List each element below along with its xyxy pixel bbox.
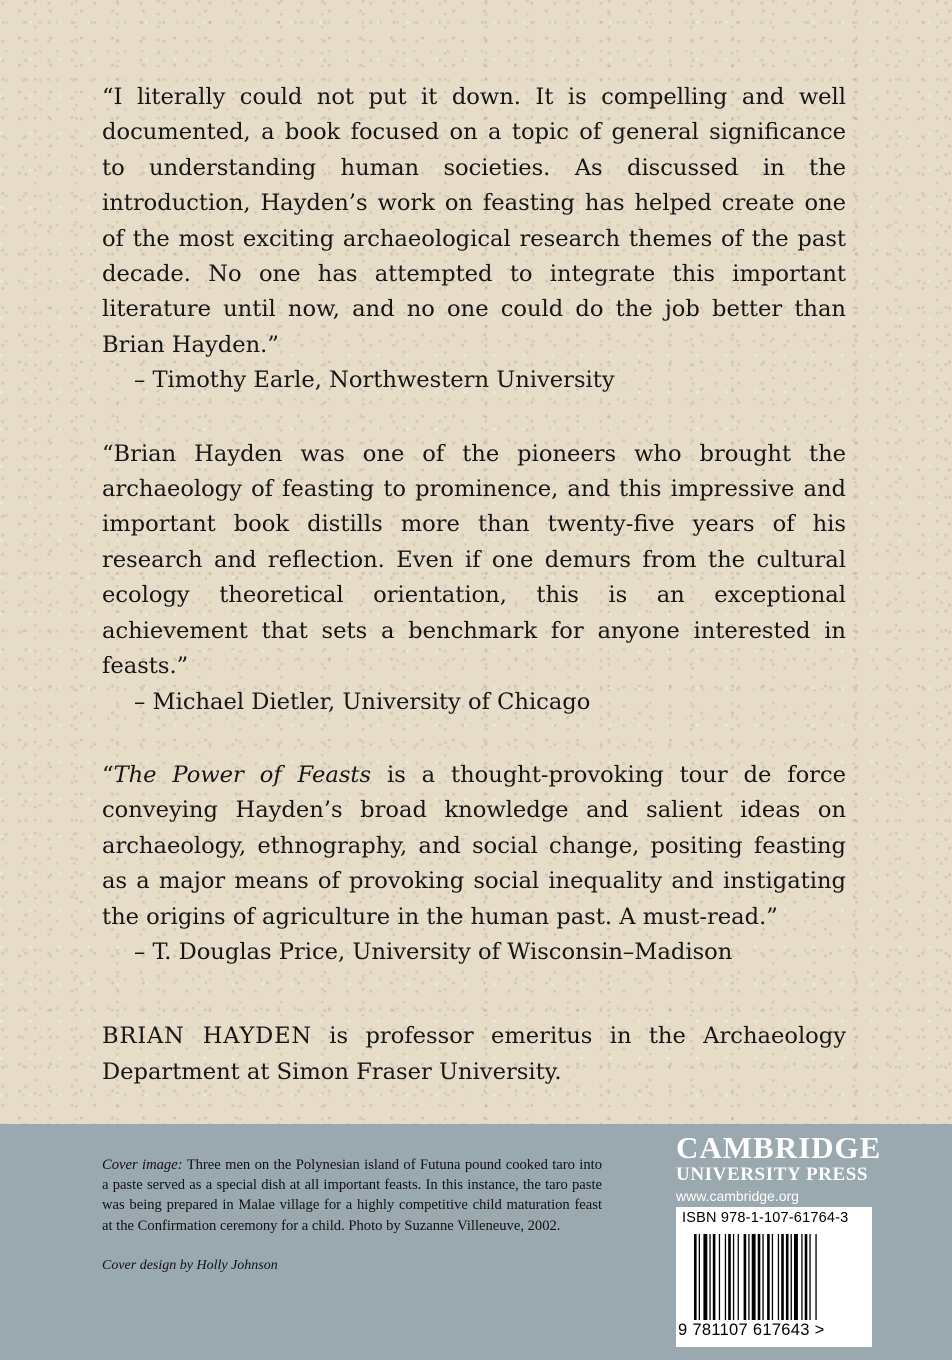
isbn-text: ISBN 978-1-107-61764-3 xyxy=(682,1210,849,1226)
cover-design-credit: Cover design by Holly Johnson xyxy=(102,1258,278,1273)
publisher-subname: UNIVERSITY PRESS xyxy=(676,1164,869,1185)
book-title: The Power of Feasts xyxy=(113,761,372,788)
endorsement-1 xyxy=(102,80,846,399)
barcode-panel xyxy=(676,1207,872,1347)
barcode-icon xyxy=(694,1234,858,1320)
quote-text: is a thought-provoking tour de force conveying Hayden’s broad knowledge and salient ideas on archaeology, ethnography, and social change, positing feasting as a major means of provoking social inequality and instigating the origins of agriculture in the human past. A must-read.” xyxy=(102,761,847,930)
endorsement-2 xyxy=(102,437,846,720)
quote-text: “I literally could not put it down. It is compelling and well documented, a book focused on a topic of general significance to understanding human societies. As discussed in the introduction, Hayden’s work on feasting has helped create one of the most exciting archaeological research themes of the past decade. No one has attempted to integrate this important literature until now, and no one could do the job better than Brian Hayden.” xyxy=(102,84,846,358)
barcode-number: 9 781107 617643 > xyxy=(678,1321,825,1339)
publisher-name: CAMBRIDGE xyxy=(676,1130,882,1165)
cover-image-label: Cover image: xyxy=(102,1157,183,1173)
quote-attribution: – Michael Dietler, University of Chicago xyxy=(134,688,591,715)
author-bio xyxy=(102,1019,846,1090)
publisher-logo xyxy=(676,1130,882,1207)
quote-text-with-title xyxy=(102,758,846,935)
quote-text: “Brian Hayden was one of the pioneers who brought the archaeology of feasting to prominence, and this impressive and important book distills more than twenty-five years of his research and reflection. Even if one demurs from the cultural ecology theoretical orientation, this is an exceptional achievement that sets a benchmark for anyone interested in feasts.” xyxy=(102,440,846,680)
endorsements xyxy=(102,80,846,1090)
author-bio-body: is professor emeritus in the Archaeology Department at Simon Fraser University. xyxy=(102,1023,847,1085)
cover-image-credit xyxy=(102,1155,602,1236)
author-name: BRIAN HAYDEN xyxy=(102,1023,312,1050)
quote-attribution: – Timothy Earle, Northwestern University xyxy=(134,367,615,394)
open-quote: “ xyxy=(102,761,114,788)
cover-image-text: Three men on the Polynesian island of Futuna pound cooked taro into a paste served as a special dish at all important feasts. In this instance, the taro paste was being prepared in Malae village for a highly competitive child maturation feast at the Confirmation ceremony for a child. Photo by Suzanne Villeneuve, 2002. xyxy=(102,1157,603,1234)
publisher-url: www.cambridge.org xyxy=(676,1188,799,1204)
quote-attribution: – T. Douglas Price, University of Wisconsin–Madison xyxy=(134,938,733,965)
author-bio-text xyxy=(102,1019,846,1090)
endorsement-3 xyxy=(102,758,846,970)
